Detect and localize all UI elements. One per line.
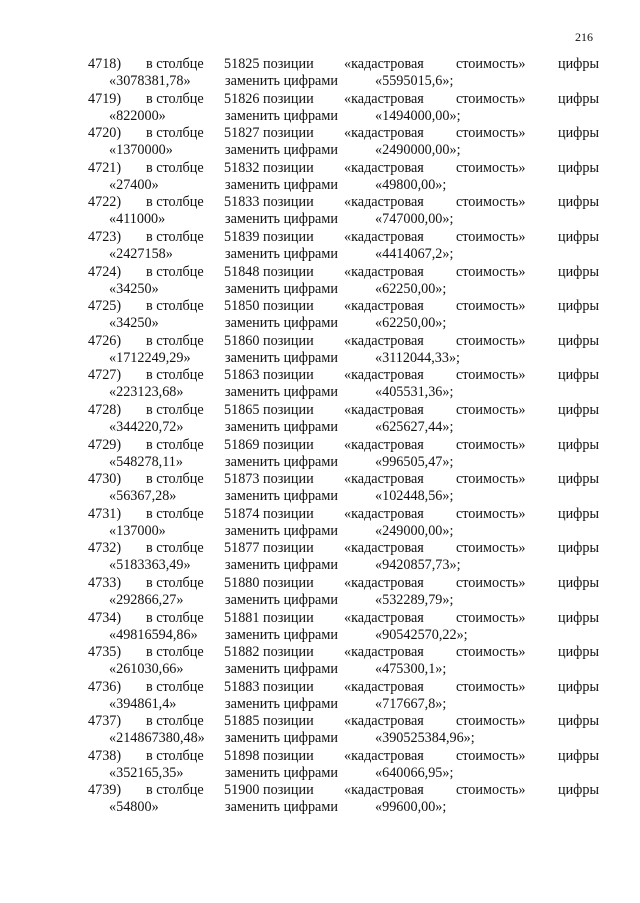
cost-word: стоимость» — [456, 298, 526, 315]
digits-word: цифры — [558, 194, 600, 211]
item-number: 4720) — [88, 125, 122, 142]
column-position — [224, 125, 314, 142]
column-position — [224, 402, 314, 419]
list-item — [0, 91, 640, 126]
list-item — [0, 402, 640, 437]
column-position — [224, 160, 314, 177]
position-word: позиции — [263, 332, 314, 349]
column-position — [224, 91, 314, 108]
replace-text: заменить цифрами — [225, 315, 338, 332]
column-position — [224, 56, 314, 73]
item-number: 4724) — [88, 263, 122, 280]
cost-word: стоимость» — [456, 56, 526, 72]
old-value: «344220,72» — [109, 418, 184, 435]
digits-word: цифры — [558, 401, 600, 418]
position-word: позиции — [263, 90, 314, 107]
column-position — [224, 748, 314, 765]
position-word: позиции — [263, 505, 314, 522]
old-value: «1712249,29» — [109, 349, 191, 366]
cadastral-word: «кадастровая — [344, 436, 424, 453]
cadastral-word: «кадастровая — [344, 401, 424, 418]
position-word: позиции — [263, 436, 314, 453]
column-position — [224, 229, 314, 246]
column-position — [224, 610, 314, 627]
column-number: 51885 — [224, 713, 260, 730]
list-item — [0, 540, 640, 575]
replace-text: заменить цифрами — [225, 764, 338, 781]
cadastral-word: «кадастровая — [344, 194, 424, 211]
cadastral-word: «кадастровая — [344, 747, 424, 764]
in-column-text: в столбце — [146, 159, 204, 176]
position-word: позиции — [263, 609, 314, 626]
in-column-text: в столбце — [146, 332, 204, 349]
in-column-text: в столбце — [146, 609, 204, 626]
new-value: «5595015,6»; — [375, 73, 454, 89]
digits-word: цифры — [558, 263, 600, 280]
in-column-text: в столбце — [146, 367, 204, 384]
old-value: «548278,11» — [109, 453, 183, 470]
in-column-text: в столбце — [146, 678, 204, 695]
digits-word: цифры — [558, 505, 600, 522]
cost-word: стоимость» — [456, 471, 526, 488]
item-number: 4733) — [88, 574, 122, 591]
in-column-text: в столбце — [146, 263, 204, 280]
cost-word: стоимость» — [456, 747, 526, 764]
cadastral-word: «кадастровая — [344, 263, 424, 280]
position-word: позиции — [263, 471, 314, 488]
new-value: «90542570,22»; — [375, 626, 468, 643]
cadastral-word: «кадастровая — [344, 298, 424, 315]
page-number: 216 — [575, 30, 593, 44]
list-item — [0, 782, 640, 817]
list-item — [0, 194, 640, 229]
item-number: 4739) — [88, 782, 122, 799]
digits-word: цифры — [558, 367, 600, 384]
column-number: 51874 — [224, 505, 260, 522]
list-item — [0, 713, 640, 748]
replace-text: заменить цифрами — [225, 557, 338, 574]
digits-word: цифры — [558, 678, 600, 695]
cadastral-word: «кадастровая — [344, 90, 424, 107]
digits-word: цифры — [558, 125, 600, 142]
cadastral-word: «кадастровая — [344, 782, 424, 799]
list-item — [0, 437, 640, 472]
old-value: «27400» — [109, 176, 159, 193]
cadastral-word: «кадастровая — [344, 540, 424, 557]
list-item — [0, 471, 640, 506]
cadastral-word: «кадастровая — [344, 713, 424, 730]
list-item — [0, 610, 640, 645]
position-word: позиции — [263, 56, 314, 72]
position-word: позиции — [263, 298, 314, 315]
item-number: 4721) — [88, 159, 122, 176]
cost-word: стоимость» — [456, 401, 526, 418]
in-column-text: в столбце — [146, 713, 204, 730]
digits-word: цифры — [558, 56, 600, 72]
old-value: «261030,66» — [109, 661, 184, 678]
replace-text: заменить цифрами — [225, 176, 338, 193]
column-position — [224, 506, 314, 523]
column-number: 51850 — [224, 298, 260, 315]
cost-word: стоимость» — [456, 609, 526, 626]
old-value: «5183363,49» — [109, 557, 191, 574]
list-item — [0, 125, 640, 160]
new-value: «717667,8»; — [375, 695, 447, 712]
replace-text: заменить цифрами — [225, 349, 338, 366]
replace-text: заменить цифрами — [225, 799, 338, 816]
replace-text: заменить цифрами — [225, 211, 338, 228]
cadastral-word: «кадастровая — [344, 471, 424, 488]
column-position — [224, 644, 314, 661]
cost-word: стоимость» — [456, 713, 526, 730]
in-column-text: в столбце — [146, 194, 204, 211]
cadastral-word: «кадастровая — [344, 644, 424, 661]
digits-word: цифры — [558, 90, 600, 107]
list-item — [0, 748, 640, 783]
position-word: позиции — [263, 782, 314, 799]
position-word: позиции — [263, 678, 314, 695]
old-value: «822000» — [109, 107, 166, 124]
column-position — [224, 333, 314, 350]
amendment-list — [0, 56, 640, 817]
position-word: позиции — [263, 401, 314, 418]
old-value: «214867380,48» — [109, 730, 205, 747]
replace-text: заменить цифрами — [225, 730, 338, 747]
in-column-text: в столбце — [146, 228, 204, 245]
new-value: «49800,00»; — [375, 176, 447, 193]
item-number: 4732) — [88, 540, 122, 557]
old-value: «34250» — [109, 280, 159, 297]
new-value: «2490000,00»; — [375, 142, 461, 159]
item-number: 4730) — [88, 471, 122, 488]
list-item — [0, 333, 640, 368]
old-value: «2427158» — [109, 245, 173, 262]
new-value: «747000,00»; — [375, 211, 454, 228]
column-position — [224, 782, 314, 799]
cost-word: стоимость» — [456, 90, 526, 107]
item-number: 4722) — [88, 194, 122, 211]
digits-word: цифры — [558, 644, 600, 661]
list-item — [0, 367, 640, 402]
cost-word: стоимость» — [456, 228, 526, 245]
item-number: 4731) — [88, 505, 122, 522]
in-column-text: в столбце — [146, 644, 204, 661]
column-number: 51882 — [224, 644, 260, 661]
replace-text: заменить цифрами — [225, 418, 338, 435]
cost-word: стоимость» — [456, 782, 526, 799]
replace-text: заменить цифрами — [225, 245, 338, 262]
column-position — [224, 437, 314, 454]
column-position — [224, 264, 314, 281]
item-number: 4737) — [88, 713, 122, 730]
replace-text: заменить цифрами — [225, 142, 338, 159]
in-column-text: в столбце — [146, 471, 204, 488]
column-position — [224, 471, 314, 488]
column-number: 51881 — [224, 609, 260, 626]
column-position — [224, 713, 314, 730]
item-number: 4738) — [88, 747, 122, 764]
cost-word: стоимость» — [456, 505, 526, 522]
in-column-text: в столбце — [146, 56, 204, 72]
old-value: «394861,4» — [109, 695, 177, 712]
new-value: «62250,00»; — [375, 315, 447, 332]
item-number: 4726) — [88, 332, 122, 349]
in-column-text: в столбце — [146, 505, 204, 522]
old-value: «1370000» — [109, 142, 173, 159]
item-number: 4736) — [88, 678, 122, 695]
replace-text: заменить цифрами — [225, 522, 338, 539]
cadastral-word: «кадастровая — [344, 678, 424, 695]
old-value: «49816594,86» — [109, 626, 198, 643]
column-number: 51832 — [224, 159, 260, 176]
cost-word: стоимость» — [456, 574, 526, 591]
cost-word: стоимость» — [456, 332, 526, 349]
old-value: «3078381,78» — [109, 73, 191, 89]
item-number: 4725) — [88, 298, 122, 315]
cost-word: стоимость» — [456, 125, 526, 142]
column-number: 51826 — [224, 90, 260, 107]
position-word: позиции — [263, 747, 314, 764]
new-value: «475300,1»; — [375, 661, 447, 678]
cadastral-word: «кадастровая — [344, 505, 424, 522]
list-item — [0, 229, 640, 264]
digits-word: цифры — [558, 471, 600, 488]
item-number: 4718) — [88, 56, 122, 72]
column-position — [224, 367, 314, 384]
old-value: «411000» — [109, 211, 166, 228]
new-value: «102448,56»; — [375, 488, 454, 505]
list-item — [0, 298, 640, 333]
item-number: 4727) — [88, 367, 122, 384]
column-number: 51880 — [224, 574, 260, 591]
cost-word: стоимость» — [456, 194, 526, 211]
digits-word: цифры — [558, 159, 600, 176]
cadastral-word: «кадастровая — [344, 574, 424, 591]
list-item — [0, 506, 640, 541]
digits-word: цифры — [558, 436, 600, 453]
column-number: 51839 — [224, 228, 260, 245]
position-word: позиции — [263, 125, 314, 142]
new-value: «1494000,00»; — [375, 107, 461, 124]
item-number: 4729) — [88, 436, 122, 453]
cost-word: стоимость» — [456, 159, 526, 176]
cost-word: стоимость» — [456, 436, 526, 453]
cost-word: стоимость» — [456, 263, 526, 280]
column-number: 51865 — [224, 401, 260, 418]
replace-text: заменить цифрами — [225, 488, 338, 505]
old-value: «34250» — [109, 315, 159, 332]
position-word: позиции — [263, 540, 314, 557]
column-number: 51848 — [224, 263, 260, 280]
item-number: 4719) — [88, 90, 122, 107]
cadastral-word: «кадастровая — [344, 332, 424, 349]
in-column-text: в столбце — [146, 298, 204, 315]
column-position — [224, 679, 314, 696]
digits-word: цифры — [558, 298, 600, 315]
column-position — [224, 194, 314, 211]
replace-text: заменить цифрами — [225, 591, 338, 608]
item-number: 4734) — [88, 609, 122, 626]
column-number: 51877 — [224, 540, 260, 557]
replace-text: заменить цифрами — [225, 695, 338, 712]
column-number: 51873 — [224, 471, 260, 488]
replace-text: заменить цифрами — [225, 384, 338, 401]
new-value: «99600,00»; — [375, 799, 447, 816]
old-value: «54800» — [109, 799, 159, 816]
digits-word: цифры — [558, 747, 600, 764]
digits-word: цифры — [558, 540, 600, 557]
item-number: 4735) — [88, 644, 122, 661]
cadastral-word: «кадастровая — [344, 367, 424, 384]
in-column-text: в столбце — [146, 436, 204, 453]
cost-word: стоимость» — [456, 540, 526, 557]
position-word: позиции — [263, 574, 314, 591]
new-value: «405531,36»; — [375, 384, 454, 401]
column-number: 51900 — [224, 782, 260, 799]
item-number: 4728) — [88, 401, 122, 418]
replace-text: заменить цифрами — [225, 453, 338, 470]
position-word: позиции — [263, 159, 314, 176]
replace-text: заменить цифрами — [225, 661, 338, 678]
list-item — [0, 160, 640, 195]
digits-word: цифры — [558, 782, 600, 799]
position-word: позиции — [263, 713, 314, 730]
position-word: позиции — [263, 263, 314, 280]
in-column-text: в столбце — [146, 90, 204, 107]
new-value: «390525384,96»; — [375, 730, 475, 747]
new-value: «62250,00»; — [375, 280, 447, 297]
old-value: «56367,28» — [109, 488, 177, 505]
column-number: 51827 — [224, 125, 260, 142]
digits-word: цифры — [558, 228, 600, 245]
digits-word: цифры — [558, 332, 600, 349]
cost-word: стоимость» — [456, 644, 526, 661]
column-number: 51825 — [224, 56, 260, 72]
cadastral-word: «кадастровая — [344, 228, 424, 245]
position-word: позиции — [263, 194, 314, 211]
in-column-text: в столбце — [146, 782, 204, 799]
in-column-text: в столбце — [146, 401, 204, 418]
old-value: «352165,35» — [109, 764, 184, 781]
position-word: позиции — [263, 644, 314, 661]
cadastral-word: «кадастровая — [344, 56, 424, 72]
cost-word: стоимость» — [456, 367, 526, 384]
new-value: «3112044,33»; — [375, 349, 460, 366]
new-value: «249000,00»; — [375, 522, 454, 539]
column-number: 51869 — [224, 436, 260, 453]
list-item — [0, 56, 640, 91]
column-number: 51863 — [224, 367, 260, 384]
new-value: «996505,47»; — [375, 453, 454, 470]
new-value: «532289,79»; — [375, 591, 454, 608]
in-column-text: в столбце — [146, 125, 204, 142]
list-item — [0, 264, 640, 299]
list-item — [0, 575, 640, 610]
old-value: «292866,27» — [109, 591, 184, 608]
cadastral-word: «кадастровая — [344, 159, 424, 176]
cost-word: стоимость» — [456, 678, 526, 695]
column-position — [224, 540, 314, 557]
column-number: 51898 — [224, 747, 260, 764]
digits-word: цифры — [558, 713, 600, 730]
in-column-text: в столбце — [146, 540, 204, 557]
old-value: «223123,68» — [109, 384, 184, 401]
position-word: позиции — [263, 228, 314, 245]
new-value: «4414067,2»; — [375, 245, 454, 262]
column-position — [224, 298, 314, 315]
in-column-text: в столбце — [146, 747, 204, 764]
new-value: «625627,44»; — [375, 418, 454, 435]
digits-word: цифры — [558, 574, 600, 591]
column-position — [224, 575, 314, 592]
in-column-text: в столбце — [146, 574, 204, 591]
position-word: позиции — [263, 367, 314, 384]
replace-text: заменить цифрами — [225, 280, 338, 297]
cadastral-word: «кадастровая — [344, 125, 424, 142]
list-item — [0, 679, 640, 714]
digits-word: цифры — [558, 609, 600, 626]
item-number: 4723) — [88, 228, 122, 245]
replace-text: заменить цифрами — [225, 626, 338, 643]
new-value: «9420857,73»; — [375, 557, 461, 574]
replace-text: заменить цифрами — [225, 73, 338, 89]
replace-text: заменить цифрами — [225, 107, 338, 124]
list-item — [0, 644, 640, 679]
new-value: «640066,95»; — [375, 764, 454, 781]
old-value: «137000» — [109, 522, 166, 539]
column-number: 51860 — [224, 332, 260, 349]
column-number: 51833 — [224, 194, 260, 211]
cadastral-word: «кадастровая — [344, 609, 424, 626]
column-number: 51883 — [224, 678, 260, 695]
